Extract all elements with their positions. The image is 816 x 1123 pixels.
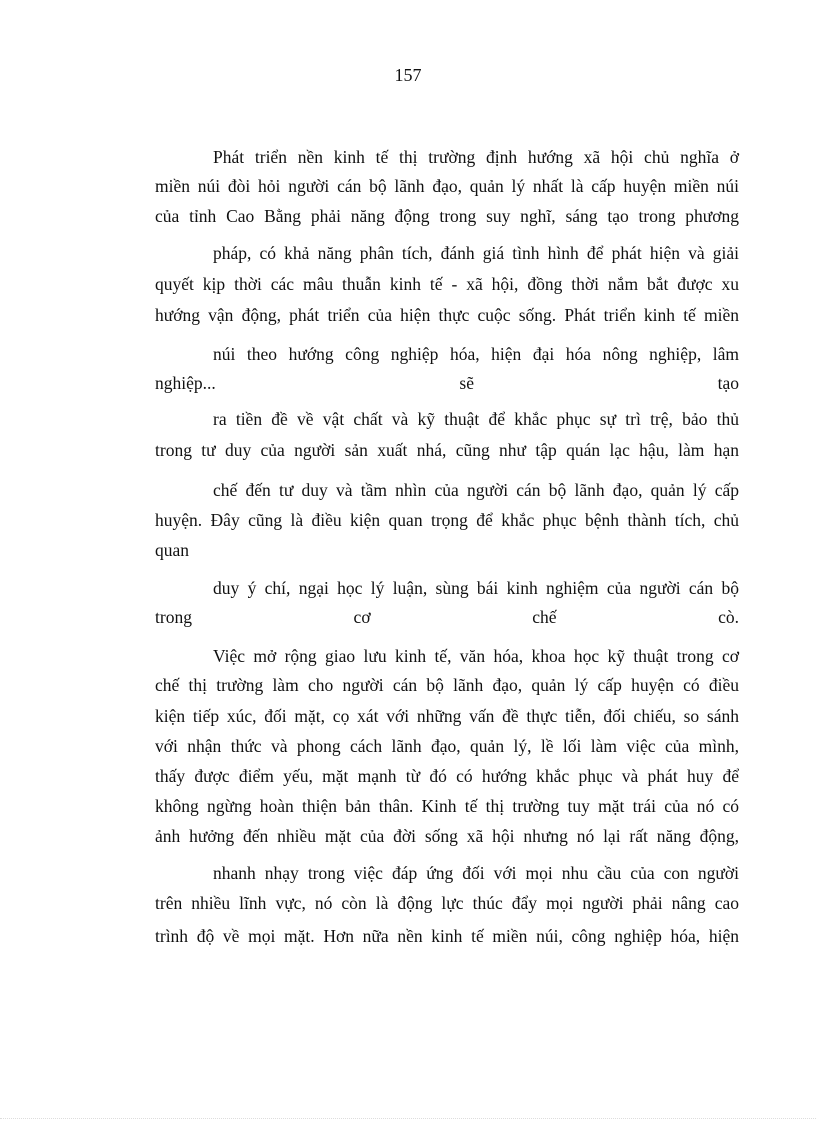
- text-line: kiện tiếp xúc, đối mặt, cọ xát với những vấn đề thực tiễn, đối chiếu, so sánh: [155, 706, 739, 726]
- text-line: quyết kịp thời các mâu thuẫn kinh tế - xã hội, đồng thời nắm bắt được xu: [155, 274, 739, 294]
- text-line: ảnh hưởng đến nhiều mặt của đời sống xã hội nhưng nó lại rất năng động,: [155, 826, 739, 846]
- text-line: nhanh nhạy trong việc đáp ứng đối với mọi nhu cầu của con người: [213, 863, 739, 883]
- text-line: trình độ về mọi mặt. Hơn nữa nền kinh tế miền núi, công nghiệp hóa, hiện: [155, 926, 739, 946]
- text-line: miền núi đòi hỏi người cán bộ lãnh đạo, quản lý nhất là cấp huyện miền núi: [155, 176, 739, 196]
- text-line: núi theo hướng công nghiệp hóa, hiện đại hóa nông nghiệp, lâm: [213, 344, 739, 364]
- text-line: chế thị trường làm cho người cán bộ lãnh đạo, quản lý cấp huyện có điều: [155, 675, 739, 695]
- page-bottom-divider: [0, 1118, 816, 1119]
- text-line: của tỉnh Cao Bằng phải năng động trong suy nghĩ, sáng tạo trong phương: [155, 206, 739, 226]
- text-line: huyện. Đây cũng là điều kiện quan trọng để khắc phục bệnh thành tích, chủ: [155, 510, 739, 530]
- page-number: 157: [394, 65, 422, 85]
- text-line: quan: [155, 540, 190, 560]
- text-line: duy ý chí, ngại học lý luận, sùng bái kinh nghiệm của người cán bộ: [213, 578, 739, 598]
- text-line: trên nhiều lĩnh vực, nó còn là động lực thúc đẩy mọi người phải nâng cao: [155, 893, 739, 913]
- text-line: thấy được điểm yếu, mặt mạnh từ đó có hướng khắc phục và phát huy để: [155, 766, 739, 786]
- text-line: pháp, có khả năng phân tích, đánh giá tình hình để phát hiện và giải: [213, 243, 739, 263]
- text-line: chế đến tư duy và tầm nhìn của người cán bộ lãnh đạo, quản lý cấp: [213, 480, 739, 500]
- text-line: với nhận thức và phong cách lãnh đạo, quản lý, lề lối làm việc của mình,: [155, 736, 739, 756]
- text-line: ra tiền đề về vật chất và kỹ thuật để khắc phục sự trì trệ, bảo thủ: [213, 409, 739, 429]
- text-line: Việc mở rộng giao lưu kinh tế, văn hóa, khoa học kỹ thuật trong cơ: [213, 646, 739, 666]
- text-line: trong cơ chế cò.: [155, 607, 739, 627]
- text-line: trong tư duy của người sản xuất nhá, cũng như tập quán lạc hậu, làm hạn: [155, 440, 739, 460]
- text-line: nghiệp... sẽ tạo: [155, 373, 739, 393]
- text-line: hướng vận động, phát triển của hiện thực cuộc sống. Phát triển kinh tế miền: [155, 305, 739, 325]
- text-line: Phát triển nền kinh tế thị trường định hướng xã hội chủ nghĩa ở: [213, 147, 739, 167]
- text-line: không ngừng hoàn thiện bản thân. Kinh tế thị trường tuy mặt trái của nó có: [155, 796, 739, 816]
